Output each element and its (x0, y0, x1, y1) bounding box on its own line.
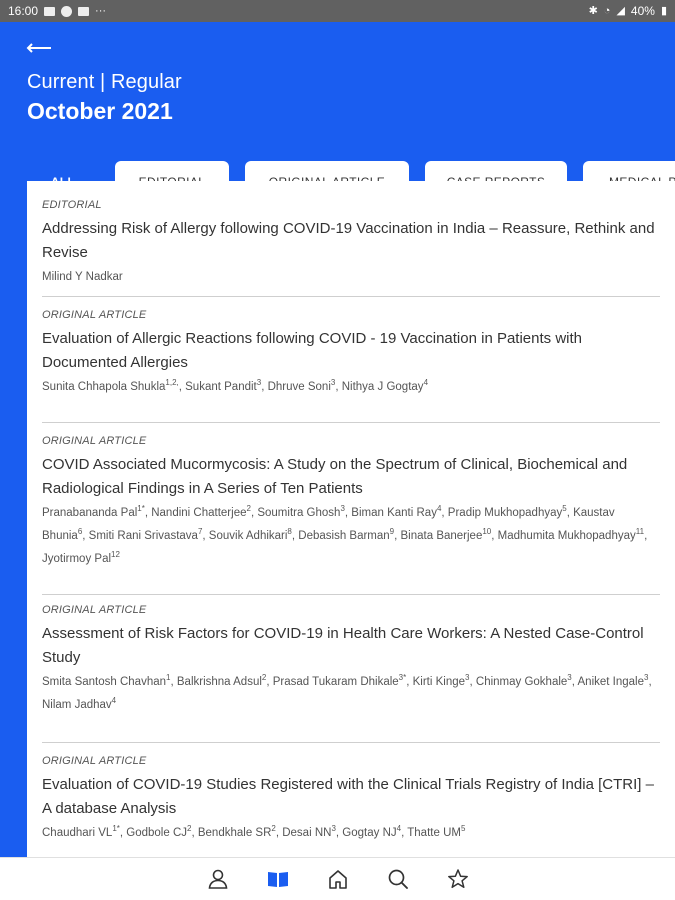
article-authors (42, 266, 660, 289)
author-name: Godbole CJ (126, 827, 188, 839)
battery-level: 40% (630, 4, 655, 18)
issue-subtitle: Current | Regular (27, 71, 182, 93)
signal-icon: ◢ (616, 4, 625, 17)
article-list[interactable] (27, 181, 675, 857)
author-affiliation: 3* (398, 673, 407, 683)
author-name: Chinmay Gokhale (475, 676, 568, 688)
author-affiliation: 4 (111, 696, 117, 706)
author-name: Souvik Adhikari (208, 530, 288, 542)
author-affiliation: 1,2, (165, 378, 179, 388)
author-affiliation: 2 (261, 673, 267, 683)
author-affiliation: 3 (331, 824, 336, 834)
article-type: ORIGINAL ARTICLE (42, 755, 147, 767)
author-name: Nithya J Gogtay (341, 381, 424, 393)
status-time: 16:00 (8, 4, 39, 18)
author-name: Smita Santosh Chavhan (42, 676, 167, 688)
article-authors: Chaudhari $VL^{1*}$, Godbole $CJ^2$, Bendkhale $SR^2$, Desai $NN^3$, Gogtay $NJ^4$, Thatte $UM^5$ (42, 824, 466, 839)
author-affiliation: 3 (330, 378, 336, 388)
author-affiliation: 3 (567, 673, 572, 683)
wifi-icon: ◔ (603, 4, 611, 17)
author-name: Biman Kanti Ray (351, 507, 437, 519)
author-affiliation: 9 (389, 527, 395, 537)
article-item[interactable] (42, 595, 660, 743)
author-affiliation: 4 (423, 378, 429, 388)
author-affiliation: 1* (137, 504, 145, 514)
article-title: Evaluation of COVID-19 Studies Registered with the Clinical Trials Registry of India [CTRI] – A database Analysis (42, 776, 654, 817)
nav-favorites[interactable] (443, 864, 473, 894)
author-affiliation: 3 (644, 673, 649, 683)
author-affiliation: 10 (482, 527, 492, 537)
author-name: Gogtay NJ (342, 827, 397, 839)
nav-search[interactable] (383, 864, 413, 894)
author-affiliation: 2 (271, 824, 276, 834)
author-affiliation: 7 (197, 527, 203, 537)
author-affiliation: 3 (465, 673, 470, 683)
author-name: Madhumita Mukhopadhyay (497, 530, 636, 542)
author-name: Dhruve Soni (267, 381, 331, 393)
article-title: COVID Associated Mucormycosis: A Study on the Spectrum of Clinical, Biochemical and Radiological Findings in A Series of Ten Patients (42, 456, 628, 497)
author-affiliation: 4 (396, 824, 402, 834)
article-type: ORIGINAL ARTICLE (42, 309, 147, 321)
youtube-icon (78, 7, 89, 16)
author-name: Kirti Kinge (412, 676, 466, 688)
author-name: Desai NN (282, 827, 332, 839)
author-affiliation: 2 (187, 824, 192, 834)
article-item[interactable] (42, 181, 660, 297)
author-name: Nilam Jadhav (42, 699, 112, 711)
author-affiliation: 3 (340, 504, 345, 514)
nav-home[interactable] (323, 864, 353, 894)
article-title: Evaluation of Allergic Reactions following COVID - 19 Vaccination in Patients with Documented Allergies (42, 330, 582, 371)
article-item[interactable] (42, 297, 660, 423)
article-title: Assessment of Risk Factors for COVID-19 in Health Care Workers: A Nested Case-Control Study (42, 625, 644, 666)
article-authors: Pranabananda Pal$^{1*}$, Nandini Chatterjee$^2$, Soumitra Ghosh$^3$, Biman Kanti Ray$^4$, Pradip Mukhopadhyay$^5$, Kaustav Bhunia$^6$, Smiti Rani Srivastava$^7$, Souvik Adhikari$^8$, Debasish Barman$^9$, Binata Banerjee$^{10}$, Madhumita Mukhopadhyay$^{11}$, Jyotirmoy Pal$^{12}$ (42, 504, 648, 565)
author-name: Jyotirmoy Pal (42, 553, 112, 565)
nav-profile[interactable] (203, 864, 233, 894)
author-name: Pranabananda Pal (42, 507, 138, 519)
author-name: Pradip Mukhopadhyay (447, 507, 563, 519)
issue-header (0, 22, 675, 190)
article-item[interactable] (42, 423, 660, 595)
article-authors: Sunita Chhapola Shukla$^{1,2,}$, Sukant Pandit$^3$, Dhruve Soni$^3$, Nithya J Gogtay$^4$ (42, 378, 429, 393)
article-type: EDITORIAL (42, 199, 102, 211)
back-button[interactable] (26, 40, 56, 56)
author-affiliation: 6 (77, 527, 83, 537)
author-name: Binata Banerjee (400, 530, 483, 542)
article-type: ORIGINAL ARTICLE (42, 435, 147, 447)
article-authors: Smita Santosh Chavhan$^1$, Balkrishna Adsul$^2$, Prasad Tukaram Dhikale$^{3*}$, Kirti Kinge$^3$, Chinmay Gokhale$^3$, Aniket Ingale$^3$, Nilam Jadhav$^4$ (42, 673, 652, 711)
messenger-icon (61, 6, 72, 17)
author-affiliation: 11 (635, 527, 645, 537)
author-name: Chaudhari VL (42, 827, 113, 839)
author-name: Milind Y Nadkar (42, 271, 123, 283)
search-icon (387, 868, 409, 890)
author-affiliation: 1* (112, 824, 120, 834)
author-name: Sukant Pandit (185, 381, 257, 393)
author-name: Soumitra Ghosh (257, 507, 341, 519)
left-accent-strip (0, 190, 27, 857)
author-name: Kaustav Bhunia (42, 507, 615, 542)
author-affiliation: 5 (562, 504, 567, 514)
author-name: Prasad Tukaram Dhikale (272, 676, 399, 688)
author-name: Debasish Barman (298, 530, 390, 542)
author-name: Bendkhale SR (197, 827, 272, 839)
author-name: Nandini Chatterjee (151, 507, 247, 519)
more-notifications: ··· (95, 4, 107, 17)
author-affiliation: 1 (166, 673, 171, 683)
author-affiliation: 12 (111, 550, 120, 560)
author-name: Balkrishna Adsul (176, 676, 262, 688)
nav-issues[interactable] (263, 864, 293, 894)
back-arrow-icon (26, 43, 52, 53)
gallery-icon (44, 7, 55, 16)
article-item[interactable] (42, 743, 660, 857)
author-name: Smiti Rani Srivastava (88, 530, 198, 542)
author-affiliation: 8 (287, 527, 292, 537)
bluetooth-icon: ✱ (588, 4, 598, 17)
author-affiliation: 5 (460, 824, 466, 834)
status-bar (0, 0, 675, 22)
author-affiliation: 2 (246, 504, 251, 514)
article-type: ORIGINAL ARTICLE (42, 604, 147, 616)
author-name: Aniket Ingale (577, 676, 645, 688)
author-affiliation: 4 (436, 504, 442, 514)
author-name: Thatte UM (407, 827, 461, 839)
star-icon (447, 868, 469, 890)
author-name: Sunita Chhapola Shukla (42, 381, 166, 393)
bottom-navigation (0, 857, 675, 900)
author-affiliation: 3 (256, 378, 262, 388)
issue-title: October 2021 (27, 98, 173, 124)
battery-icon: ▮ (660, 4, 667, 17)
profile-icon (207, 868, 229, 890)
book-icon (267, 869, 289, 889)
article-title: Addressing Risk of Allergy following COVID-19 Vaccination in India – Reassure, Rethink and Revise (42, 220, 655, 261)
home-icon (327, 868, 349, 890)
